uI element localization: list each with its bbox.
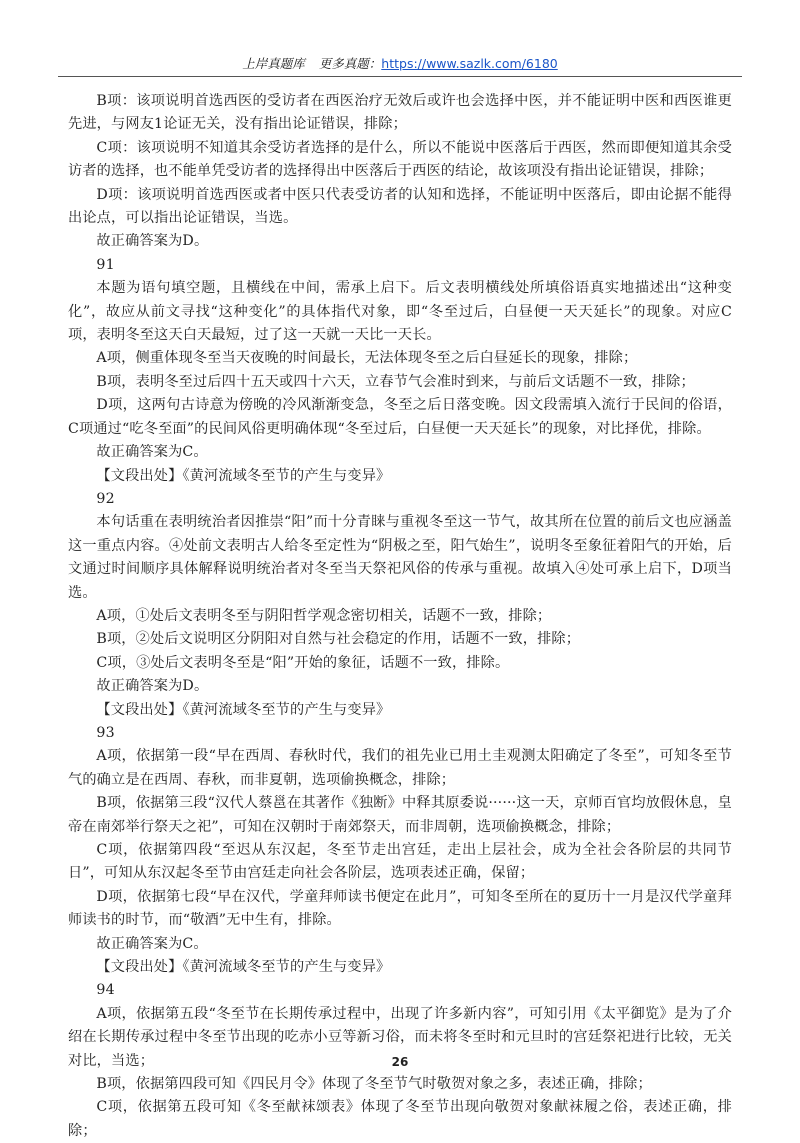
source-line: 【文段出处】《黄河流域冬至节的产生与变异》 (96, 959, 391, 976)
header-divider (58, 76, 742, 77)
source-line: 【文段出处】《黄河流域冬至节的产生与变异》 (96, 701, 391, 718)
question-number: 91 (96, 256, 115, 273)
answer-line: 故正确答案为D。 (96, 233, 209, 250)
page-number: 26 (391, 1055, 409, 1069)
paragraph: C项，依据第四段“至迟从东汉起，冬至节走出宫廷，走出上层社会，成为全社会各阶层的共同节日”，可知从东汉起冬至节由宫廷走向社会各阶层，选项表述正确，保留； (68, 842, 732, 882)
header-brand: 上岸真题库 (242, 56, 305, 71)
paragraph: 本句话重在表明统治者因推崇“阳”而十分青睐与重视冬至这一节气，故其所在位置的前后文也应涵盖这一重点内容。④处前文表明古人给冬至定性为“阴极之至，阳气始生”，说明冬至象征着阳气的开始，后文通过时间顺序具体解释说明统治者对冬至当天祭祀风俗的传承与重视。故填入④处可承上启下，D项当选。 (68, 514, 732, 601)
paragraph: B项，依据第三段“汉代人蔡邕在其著作《独断》中释其原委说······这一天，京师百官均放假休息，皇帝在南郊举行祭天之祀”，可知在汉朝时于南郊祭天，而非周朝，选项偷换概念，排除； (68, 795, 732, 835)
document-body (68, 90, 732, 1143)
paragraph: B项：该项说明首选西医的受访者在西医治疗无效后或许也会选择中医，并不能证明中医和西医谁更先进，与网友1论证无关，没有指出论证错误，排除； (68, 93, 732, 133)
paragraph: A项，依据第五段“冬至节在长期传承过程中，出现了许多新内容”，可知引用《太平御览》是为了介绍在长期传承过程中冬至节出现的吃赤小豆等新习俗，而未将冬至时和元旦时的宫廷祭祀进行比较，无关对比，当选； (68, 1005, 732, 1069)
header-url-link[interactable]: https://www.sazlk.com/6180 (381, 56, 558, 71)
source-line: 【文段出处】《黄河流域冬至节的产生与变异》 (96, 467, 391, 484)
paragraph: D项，这两句古诗意为傍晚的冷风渐渐变急，冬至之后日落变晚。因文段需填入流行于民间的俗语，C项通过“吃冬至面”的民间风俗更明确体现“冬至过后，白昼便一天天延长”的现象，对比择优，排除。 (68, 397, 732, 437)
header-more-label: 更多真题： (318, 56, 382, 71)
paragraph: A项，①处后文表明冬至与阴阳哲学观念密切相关，话题不一致，排除； (96, 607, 552, 624)
answer-line: 故正确答案为D。 (96, 678, 209, 695)
paragraph: A项，依据第一段“早在西周、春秋时代，我们的祖先业已用土圭观测太阳确定了冬至”，可知冬至节气的确立是在西周、春秋，而非夏朝，选项偷换概念，排除； (68, 748, 732, 788)
question-number: 94 (96, 982, 115, 999)
answer-line: 故正确答案为C。 (96, 444, 208, 461)
paragraph: C项：该项说明不知道其余受访者选择的是什么，所以不能说中医落后于西医，然而即便知道其余受访者的选择，也不能单凭受访者的选择得出中医落后于西医的结论，故该项没有指出论证错误，排除； (68, 139, 732, 180)
paragraph: 本题为语句填空题，且横线在中间，需承上启下。后文表明横线处所填俗语真实地描述出“这种变化”，故应从前文寻找“这种变化”的具体指代对象，即“冬至过后，白昼便一天天延长”的现象。对应C项，表明冬至这天白天最短，过了这一天就一天比一天长。 (68, 280, 732, 344)
paragraph: B项，表明冬至过后四十五天或四十六天，立春节气会准时到来，与前后文话题不一致，排除； (96, 373, 695, 390)
paragraph: A项，侧重体现冬至当天夜晚的时间最长，无法体现冬至之后白昼延长的现象，排除； (96, 350, 638, 367)
paragraph: D项：该项说明首选西医或者中医只代表受访者的认知和选择，不能证明中医落后，即由论据不能得出论点，可以指出论证错误，当选。 (68, 186, 732, 227)
paragraph: D项，依据第七段“早在汉代，学童拜师读书便定在此月”，可知冬至所在的夏历十一月是汉代学童拜师读书的时节，而“敬酒”无中生有，排除。 (68, 888, 732, 929)
paragraph: B项，②处后文说明区分阴阳对自然与社会稳定的作用，话题不一致，排除； (96, 631, 581, 648)
question-number: 93 (96, 724, 115, 741)
page-header (58, 54, 742, 76)
answer-line: 故正确答案为C。 (96, 935, 208, 952)
paragraph: B项，依据第四段可知《四民月令》体现了冬至节气时敬贺对象之多，表述正确，排除； (96, 1076, 652, 1093)
paragraph: C项，依据第五段可知《冬至献袜颂表》体现了冬至节出现向敬贺对象献袜履之俗，表述正确，排除； (68, 1099, 732, 1139)
paragraph: C项，③处后文表明冬至是“阳”开始的象征，话题不一致，排除。 (96, 654, 510, 671)
question-number: 92 (96, 490, 115, 507)
